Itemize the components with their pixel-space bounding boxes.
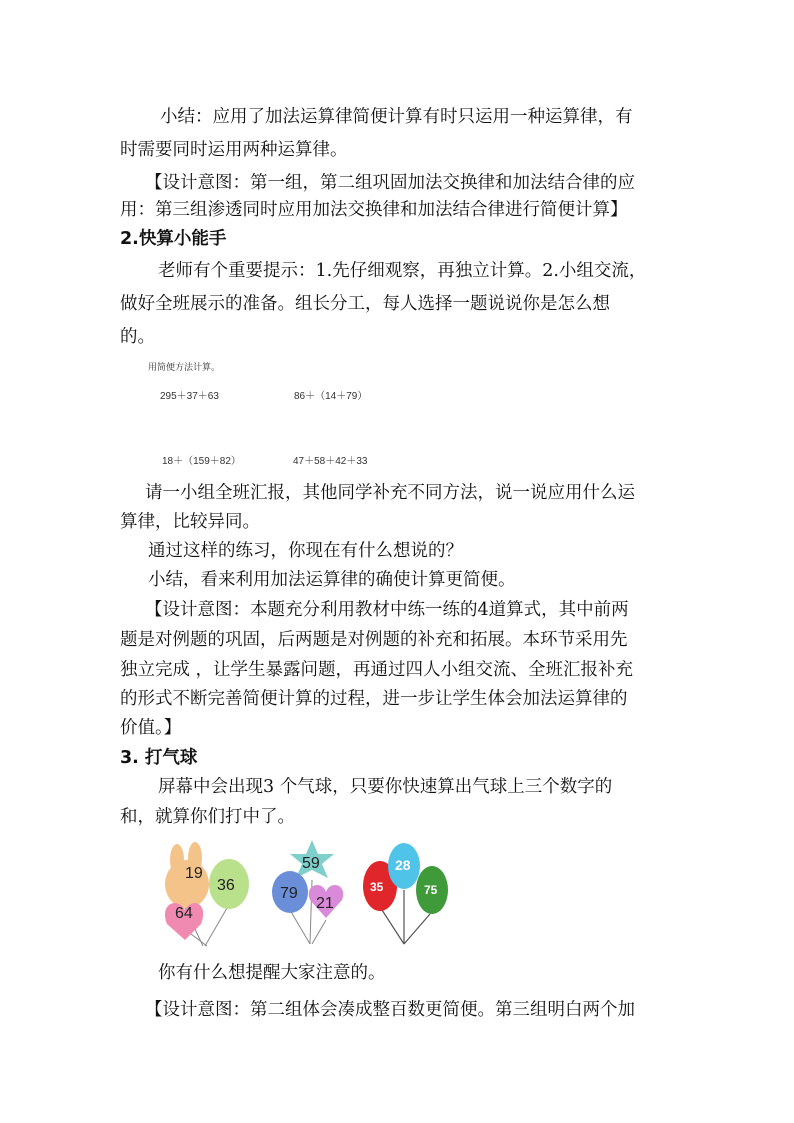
- balloon-number: 79: [280, 885, 298, 902]
- teacher-tip-line-1: 老师有个重要提示：1.先仔细观察，再独立计算。2.小组交流，: [158, 261, 647, 281]
- balloon-number: 59: [302, 855, 320, 872]
- section-heading-2: 2.快算小能手: [120, 229, 227, 249]
- balloon-group-1: [155, 838, 255, 950]
- design-intent-3-line-1: 【设计意图：第二组体会凑成整百数更简便。第三组明白两个加: [145, 1000, 635, 1020]
- summary-line-1: 小结：应用了加法运算律简便计算有时只运用一种运算律，有: [160, 107, 633, 127]
- teacher-tip-line-3: 的。: [120, 327, 155, 347]
- exercise-item: 18＋（159＋82）: [162, 456, 241, 467]
- teacher-tip-line-2: 做好全班展示的准备。组长分工，每人选择一题说说你是怎么想: [120, 294, 610, 314]
- design-intent-2-line-4: 的形式不断完善简便计算的过程，进一步让学生体会加法运算律的: [120, 689, 628, 709]
- report-line-1: 请一小组全班汇报，其他同学补充不同方法，说一说应用什么运: [145, 483, 635, 503]
- design-intent-1-line-2: 用：第三组渗透同时应用加法交换律和加法结合律进行简便计算】: [120, 200, 628, 220]
- balloon-number: 36: [217, 877, 235, 894]
- exercise-label: 用简便方法计算。: [148, 362, 221, 372]
- exercise-item: 86＋（14＋79）: [294, 391, 368, 402]
- report-line-2: 算律，比较异同。: [120, 512, 260, 532]
- design-intent-1-line-1: 【设计意图：第一组，第二组巩固加法交换律和加法结合律的应: [145, 173, 635, 193]
- balloon-number: 64: [175, 905, 193, 922]
- design-intent-2-line-2: 题是对例题的巩固，后两题是对例题的补充和拓展。本环节采用先: [120, 630, 628, 650]
- reflection-question: 通过这样的练习，你现在有什么想说的？: [148, 541, 463, 561]
- balloon-number: 19: [185, 865, 203, 882]
- section-heading-3: 3. 打气球: [120, 748, 198, 768]
- balloon-number: 21: [316, 895, 334, 912]
- design-intent-2-line-1: 【设计意图：本题充分利用教材中练一练的4道算式，其中前两: [145, 600, 629, 620]
- balloon-group-3: [360, 840, 452, 950]
- design-intent-2-line-3: 独立完成 ，让学生暴露问题，再通过四人小组交流、全班汇报补充: [120, 660, 634, 680]
- balloon-intro-line-2: 和，就算你们打中了。: [120, 807, 295, 827]
- balloon-group-2: [270, 836, 350, 948]
- balloon-number: 75: [424, 883, 438, 897]
- balloon-number: 28: [395, 857, 411, 873]
- summary-line-2: 时需要同时运用两种运算律。: [120, 140, 348, 160]
- balloon-intro-line-1: 屏幕中会出现3 个气球，只要你快速算出气球上三个数字的: [158, 777, 613, 797]
- exercise-item: 47＋58＋42＋33: [293, 456, 368, 467]
- reminder-question: 你有什么想提醒大家注意的。: [158, 963, 386, 983]
- balloon-number: 35: [370, 880, 384, 894]
- design-intent-2-line-5: 价值。】: [120, 718, 182, 738]
- exercise-item: 295＋37＋63: [160, 391, 219, 402]
- summary-2: 小结，看来利用加法运算律的确使计算更简便。: [148, 570, 516, 590]
